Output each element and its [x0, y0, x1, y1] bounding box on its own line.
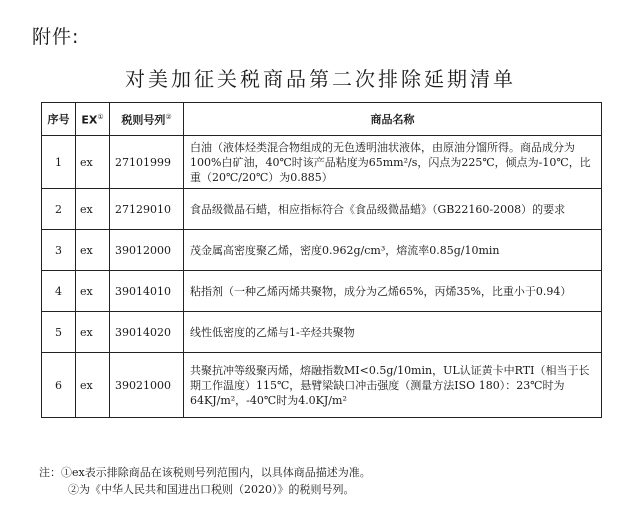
cell-code: 39014020: [110, 312, 184, 353]
cell-ex: ex: [76, 189, 110, 230]
footnote-1: 注：①ex表示排除商品在该税则号列范围内，以具体商品描述为准。: [39, 466, 371, 479]
header-name: 商品名称: [184, 103, 602, 136]
table-row: [42, 230, 602, 271]
cell-no: 3: [42, 230, 76, 271]
cell-code: 27129010: [110, 189, 184, 230]
header-ex: EX①: [76, 103, 110, 136]
header-ex-note: ①: [97, 113, 104, 122]
cell-code: 39021000: [110, 353, 184, 418]
cell-no: 2: [42, 189, 76, 230]
cell-name: 白油（液体烃类混合物组成的无色透明油状液体，由原油分馏所得。商品成分为100%白矿油，40℃时该产品粘度为65mm²/s，闪点为225℃，倾点为-10℃，比重（20℃/20℃）为0.885）: [184, 136, 602, 189]
table-row: [42, 271, 602, 312]
table-row: [42, 189, 602, 230]
cell-name: 共聚抗冲等级聚丙烯，熔融指数MI<0.5g/10min，UL认证黄卡中RTI（相当于长期工作温度）115℃，悬臂梁缺口冲击强度（测量方法ISO 180）：23℃时为64KJ/m²，-40℃时为4.0KJ/m²: [184, 353, 602, 418]
cell-ex: ex: [76, 271, 110, 312]
cell-ex: ex: [76, 136, 110, 189]
header-code: 税则号列②: [110, 103, 184, 136]
attachment-label: 附件:: [32, 26, 80, 48]
table-header-row: [42, 103, 602, 136]
cell-code: 39014010: [110, 271, 184, 312]
exclusion-list-table: [41, 102, 602, 418]
cell-no: 5: [42, 312, 76, 353]
table-row: [42, 312, 602, 353]
cell-ex: ex: [76, 230, 110, 271]
cell-code: 39012000: [110, 230, 184, 271]
footnote-2: ②为《中华人民共和国进出口税则（2020）》的税则号列。: [68, 483, 355, 496]
table-row: [42, 353, 602, 418]
cell-code: 27101999: [110, 136, 184, 189]
table-row: [42, 136, 602, 189]
cell-name: 茂金属高密度聚乙烯，密度0.962g/cm³，熔流率0.85g/10min: [184, 230, 602, 271]
cell-name: 线性低密度的乙烯与1-辛烃共聚物: [184, 312, 602, 353]
page-title: 对美加征关税商品第二次排除延期清单: [125, 67, 516, 91]
footnotes: [39, 464, 371, 498]
header-code-note: ②: [165, 113, 172, 122]
cell-no: 4: [42, 271, 76, 312]
cell-name: 食品级微晶石蜡，相应指标符合《食品级微晶蜡》（GB22160-2008）的要求: [184, 189, 602, 230]
cell-ex: ex: [76, 312, 110, 353]
header-no: 序号: [42, 103, 76, 136]
cell-name: 粘指剂（一种乙烯丙烯共聚物，成分为乙烯65%，丙烯35%，比重小于0.94）: [184, 271, 602, 312]
cell-no: 6: [42, 353, 76, 418]
cell-ex: ex: [76, 353, 110, 418]
cell-no: 1: [42, 136, 76, 189]
